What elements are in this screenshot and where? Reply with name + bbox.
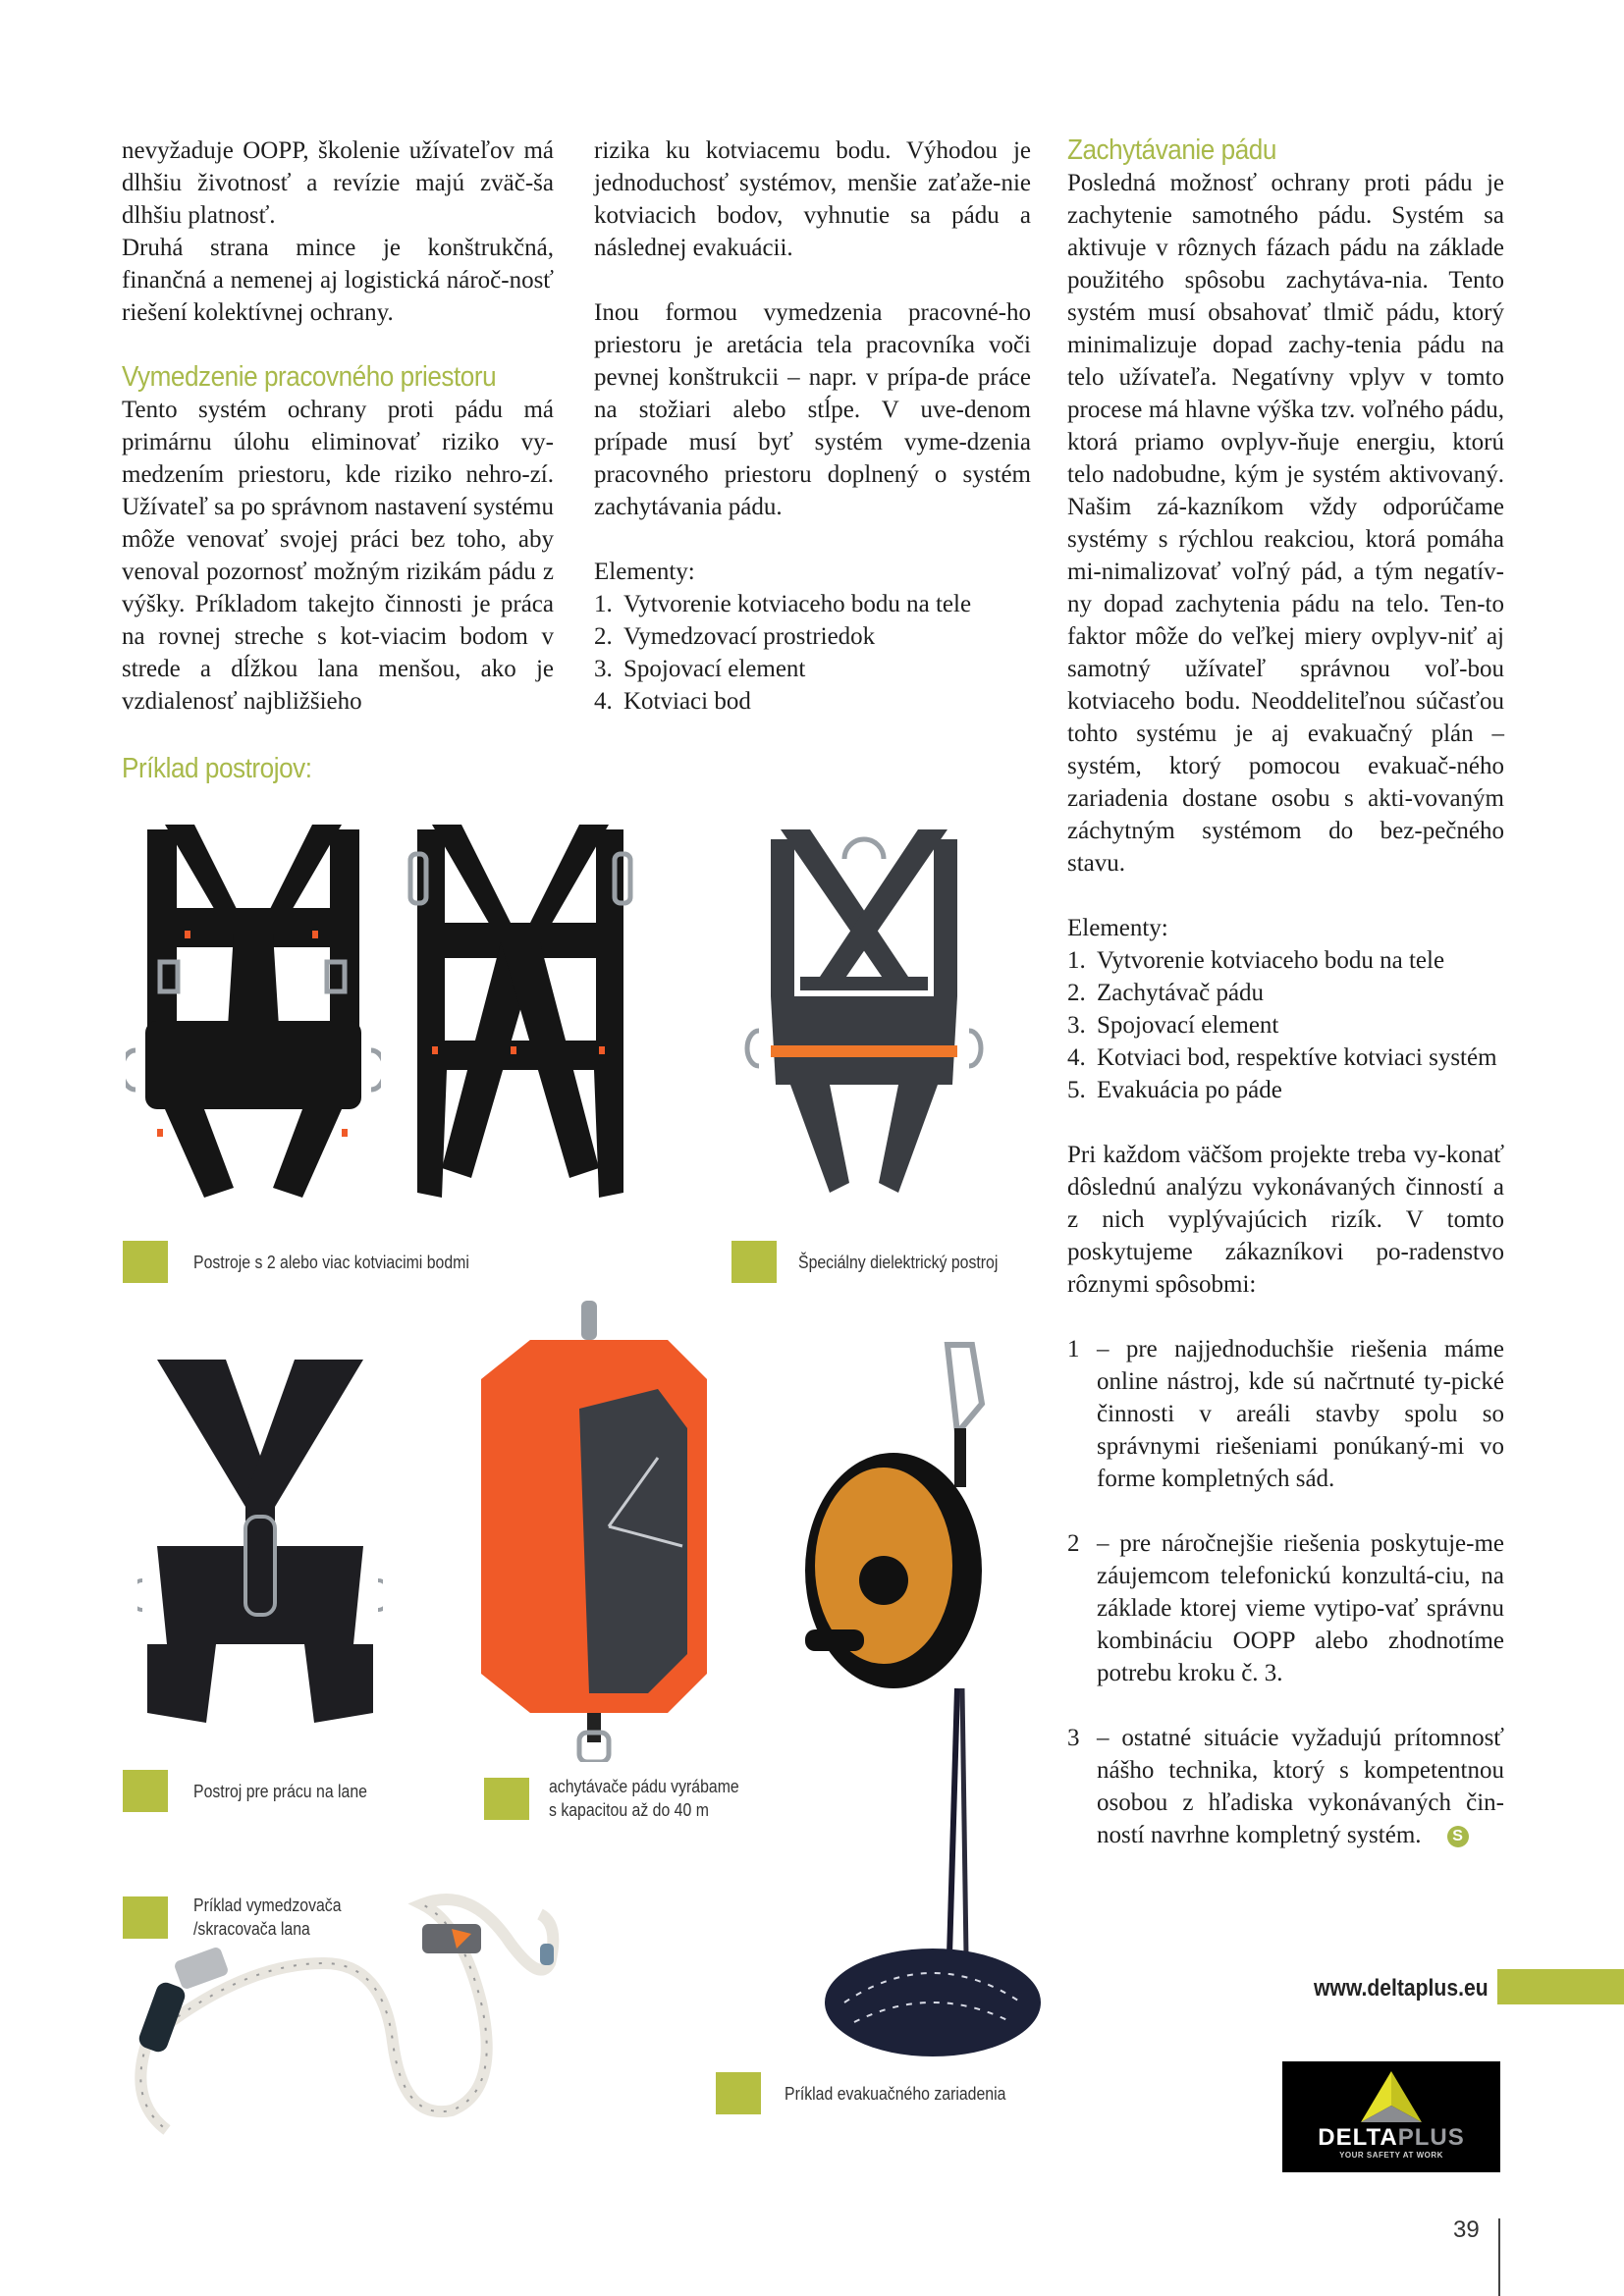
caption-fall-arrester: achytávače pádu vyrábame s kapacitou až do 40 m: [484, 1775, 765, 1822]
website-link[interactable]: www.deltaplus.eu: [1314, 1975, 1489, 2002]
side-tab: [1497, 1969, 1624, 2004]
caption-harness-rope: Postroj pre prácu na lane: [123, 1770, 391, 1812]
advice-item: 2 – pre náročnejšie riešenia poskytuje-me záujemcom telefonickú konzultá-ciu, na základe ktorej vieme vytipo-vať správnu kombináciu OOPP alebo zhodnotíme potrebu kroku č. 3.: [1067, 1530, 1504, 1686]
logo-tagline: YOUR SAFETY AT WORK: [1339, 2151, 1443, 2160]
caption-harness-multi: Postroje s 2 alebo viac kotviacimi bodmi: [123, 1241, 507, 1283]
harness-image-dielectric: [741, 820, 987, 1202]
page-number: 39: [1453, 2216, 1480, 2243]
caption-evacuation: Príklad evakuačného zariadenia: [716, 2072, 1036, 2114]
list-item: 5. Evakuácia po páde: [1067, 1077, 1282, 1103]
paragraph: Tento systém ochrany proti pádu má primárnu úlohu eliminovať riziko vy-medzením priestoru, kde riziko nehro-zí. Užívateľ sa po správnom nastavení systému môže venovať svojej práci bez toho, aby venoval pozornosť možným rizikám pádu z výšky. Príkladom takejto činnosti je práca na rovnej streche s kot-viacim bodom v strede a dĺžkou lana menšou, ako je vzdialenosť najbližšieho: [122, 397, 554, 715]
end-mark-icon: S: [1447, 1826, 1469, 1847]
caption-marker: [731, 1241, 777, 1283]
list-item: 1. Vytvorenie kotviaceho bodu na tele: [594, 591, 972, 617]
caption-marker: [484, 1778, 529, 1820]
harness-image-multi-1: [126, 815, 381, 1207]
paragraph: Pri každom väčšom projekte treba vy-konať dôslednú analýzu vykonávaných činností a z nich vyplývajúcich rizík. V tomto poskytujeme zákazníkovi po-radenstvo rôznymi spôsobmi:: [1067, 1142, 1504, 1298]
paragraph: Inou formou vymedzenia pracovné-ho priestoru je aretácia tela pracovníka voči pevnej konštrukcii – napr. v prípa-de práce na stožiari alebo stĺpe. V uve-denom prípade musí byť systém vyme-dzenia pracovného priestoru doplnený o systém zachytávania pádu.: [594, 299, 1031, 520]
paragraph: Posledná možnosť ochrany proti pádu je zachytenie samotného pádu. Systém sa aktivuje v rôznych fázach pádu na základe použitého spôsobu zachytáva-nia. Tento systém musí obsahovať tlmič pádu, ktorý minimalizuje dopad zachy-tenia pádu na telo užívateľa. Negatívny vplyv v tomto procese má hlavne výška tzv. voľného pádu, ktorá priamo ovplyv-ňuje energiu, ktorú telo nadobudne, kým je systém aktivovaný. Našim zá-kazníkom vždy odporúčame systémy s rýchlou reakciou, ktorá pomáha mi-nimalizovať voľný pád, a tým negatív-ny dopad zachytenia pádu na telo. Ten-to faktor môže do veľkej miery ovplyv-niť aj samotný užívateľ správnou voľ-bou kotviaceho bodu. Neoddeliteľnou súčasťou tohto systému je aj evakuačný plán – systém, ktorý pomocou evakuač-ného zariadenia dostane osobu s akti-vovaným záchytným systémom do bez-pečného stavu.: [1067, 170, 1504, 877]
list-item: 4. Kotviaci bod, respektíve kotviaci systém: [1067, 1044, 1497, 1071]
column-1: [122, 134, 554, 785]
list-item: 2. Zachytávač pádu: [1067, 980, 1265, 1006]
caption-marker: [123, 1241, 168, 1283]
list-item: 3. Spojovací element: [1067, 1012, 1279, 1039]
caption-marker: [123, 1770, 168, 1812]
logo-wordmark: DELTAPLUS: [1318, 2124, 1465, 2151]
paragraph: Druhá strana mince je konštrukčná, finančná a nemenej aj logistická nároč-nosť riešení kolektívnej ochrany.: [122, 235, 554, 326]
section-heading-zachytavanie: Zachytávanie pádu: [1067, 134, 1276, 166]
harness-image-rope-access: [137, 1350, 383, 1742]
caption-marker: [123, 1896, 168, 1939]
section-heading-vymedzenie: Vymedzenie pracovného priestoru: [122, 361, 497, 393]
list-item: 2. Vymedzovací prostriedok: [594, 623, 876, 650]
elements-label: Elementy:: [1067, 915, 1168, 941]
advice-item: 3 – ostatné situácie vyžadujú prítomnosť nášho technika, ktorý s kompetentnou osobou z hľadiska vykonávaných čin-ností navrhne kompletný systém. S: [1067, 1725, 1504, 1848]
caption-harness-dielectric: Špeciálny dielektrický postroj: [731, 1241, 1025, 1283]
caption-adjuster: Príklad vymedzovača /skracovača lana: [123, 1894, 361, 1941]
elements-list: [1067, 944, 1504, 1106]
deltaplus-logo: [1282, 2061, 1500, 2172]
caption-marker: [716, 2072, 761, 2114]
list-item: 4. Kotviaci bod: [594, 688, 751, 715]
paragraph: rizika ku kotviacemu bodu. Výhodou je jednoduchosť systémov, menšie zaťaže-nie kotviacich bodov, vyhnutie sa pádu a následnej evakuácii.: [594, 137, 1031, 261]
section-heading-examples: Príklad postrojov:: [122, 753, 312, 784]
paragraph: nevyžaduje OOPP, školenie užívateľov má dlhšiu životnosť a revízie majú zväč-ša dlhšiu platnosť.: [122, 137, 554, 229]
elements-label: Elementy:: [594, 559, 695, 585]
evacuation-device-image: [785, 1335, 1051, 2081]
column-3: [1067, 134, 1504, 1851]
list-item: 1. Vytvorenie kotviaceho bodu na tele: [1067, 947, 1445, 974]
column-2: [594, 134, 1031, 718]
advice-item: 1 – pre najjednoduchšie riešenia máme online nástroj, kde sú načrtnuté ty-pické činnosti v areáli stavby spolu so správnymi riešeniami ponúkaný-mi vo forme kompletných sád.: [1067, 1336, 1504, 1492]
harness-image-multi-2: [403, 815, 638, 1207]
list-item: 3. Spojovací element: [594, 656, 806, 682]
elements-list: [594, 588, 1031, 718]
page-number-divider: [1498, 2218, 1500, 2296]
fall-arrester-image: [471, 1301, 717, 1762]
